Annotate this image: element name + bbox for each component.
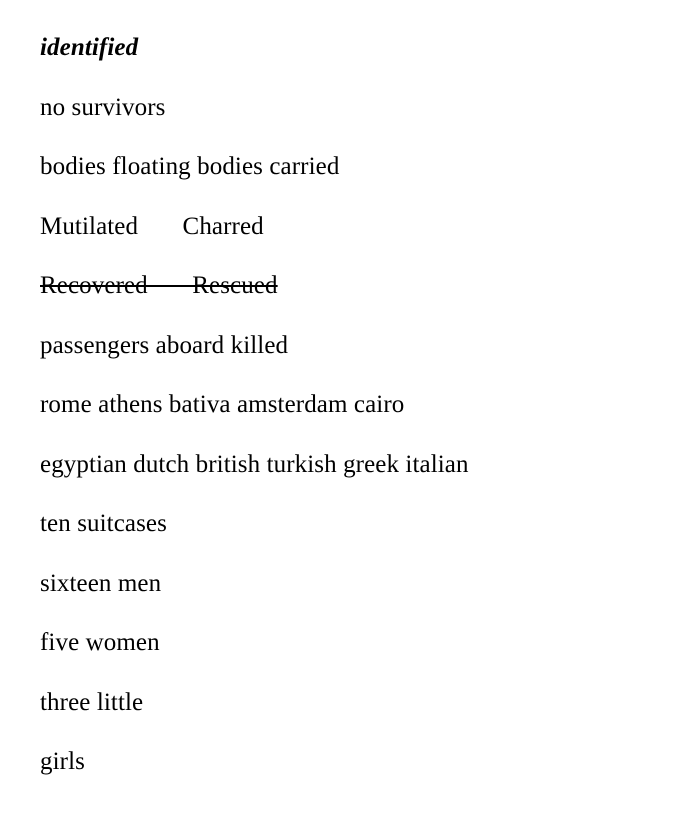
poem-line: ten suitcases — [40, 510, 167, 537]
poem-line: bodies floating bodies carried — [40, 153, 340, 180]
poem-line: no survivors — [40, 93, 166, 121]
poem-body — [40, 18, 662, 792]
poem-line: egyptian dutch british turkish greek italian — [40, 450, 469, 478]
poem-line: identified — [40, 34, 139, 61]
poem-line-struck-through: Recovered Rescued — [40, 272, 278, 299]
poem-line: passengers aboard killed — [40, 331, 289, 359]
poem-line: rome athens bativa amsterdam cairo — [40, 391, 405, 418]
poem-line: five women — [40, 629, 160, 656]
poem-line: three little — [40, 688, 144, 716]
poem-line: girls — [40, 748, 85, 775]
poem-line: sixteen men — [40, 569, 162, 597]
poem-line: Mutilated Charred — [40, 212, 264, 240]
